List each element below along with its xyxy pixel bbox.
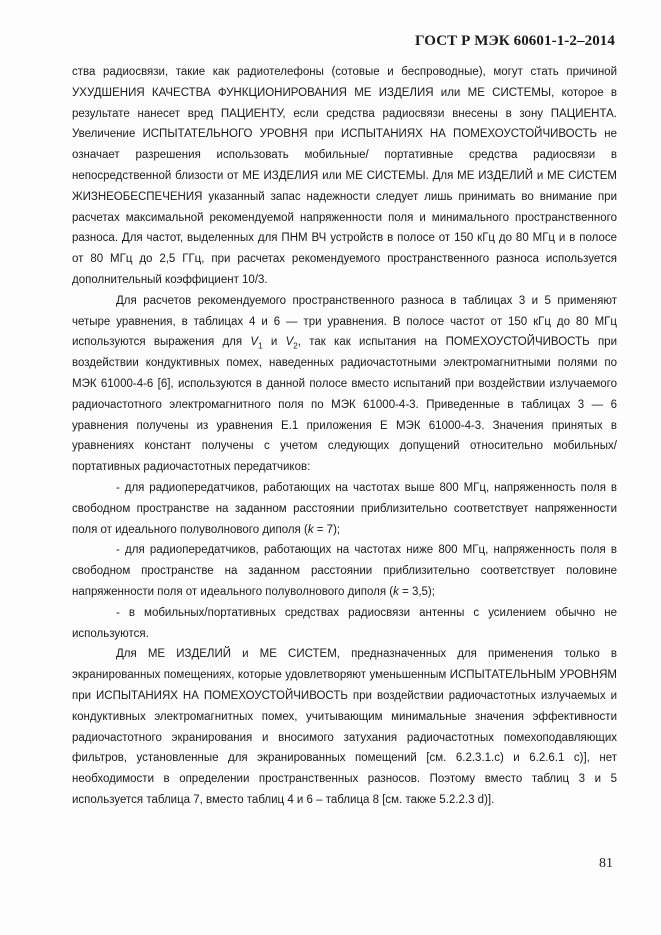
symbol-k: k xyxy=(307,523,314,536)
k-value: = 7); xyxy=(313,523,341,536)
conjunction: и xyxy=(262,336,286,349)
symbol-v1: V xyxy=(250,336,259,349)
bullet-below-800mhz xyxy=(72,540,617,602)
paragraph-shielded-rooms: Для МЕ ИЗДЕЛИЙ и МЕ СИСТЕМ, предназначенных для применения только в экранированных помещениях, которые удовлетворяют уменьшенным ИСПЫТАТЕЛЬНЫМ УРОВНЯМ при ИСПЫТАНИЯХ НА ПОМЕХОУСТОЙЧИВОСТЬ при воздействии радиочастотных излучаемых и кондуктивных электромагнитных помех, учитывающим минимальные значения эффективности радиочастотного экранирования и вносимого затухания радиочастотных помехоподавляющих фильтров, установленные для экранированных помещений [см. 6.2.3.1.с) и 6.2.6.1 с)], нет необходимости в определении пространственных разносов. Поэтому вместо таблиц 3 и 5 используется таблица 7, вместо таблиц 4 и 6 – таблица 8 [см. также 5.2.2.3 d)]. xyxy=(72,648,617,806)
bullet-antenna-gain: - в мобильных/портативных средствах радиосвязи антенны с усилением обычно не используются. xyxy=(72,606,617,640)
bullet-text: - для радиопередатчиков, работающих на частотах выше 800 МГц, напряженность поля в свободном пространстве на заданном расстоянии приблизительно соответствует напряженности поля от идеального полуволнового диполя ( xyxy=(72,481,617,536)
paragraph-text: Для расчетов рекомендуемого пространственного разноса в таблицах 3 и 5 применяют четыре уравнения, в таблицах 4 и 6 — три уравнения. В полосе частот от 150 кГц до 80 МГц используются выражения для xyxy=(72,294,617,349)
page-number: 81 xyxy=(599,856,613,871)
standard-designation: ГОСТ Р МЭК 60601-1-2–2014 xyxy=(415,33,615,49)
symbol-v2: V xyxy=(285,336,294,349)
bullet-above-800mhz xyxy=(72,478,617,540)
bullet-text: - для радиопередатчиков, работающих на частотах ниже 800 МГц, напряженность поля в свободном пространстве на заданном расстоянии приблизительно соответствует половине напряженности поля от идеального полуволнового диполя ( xyxy=(72,544,617,598)
subscript-2: 2 xyxy=(293,341,298,351)
body-text xyxy=(72,62,617,811)
k-value: = 3,5); xyxy=(398,585,435,598)
symbol-k: k xyxy=(393,585,399,598)
paragraph-text: , так как испытания на ПОМЕХОУСТОЙЧИВОСТЬ при воздействии кондуктивных помех, наведенных радиочастотными электромагнитными полями по МЭК 61000-4-6 [6], используются в данной полосе вместо испытаний при воздействии излучаемого радиочастотного электромагнитного поля по МЭК 61000-4-3. Приведенные в таблицах 3 — 6 уравнения получены из уравнения Е.1 приложения Е МЭК 61000-4-3. Значения принятых в уравнениях констант получены с учетом следующих допущений относительно мобильных/портативных радиочастотных передатчиков: xyxy=(72,336,617,474)
paragraph-separation-equations xyxy=(72,291,617,478)
paragraph-radio-devices: ства радиосвязи, такие как радиотелефоны (сотовые и беспроводные), могут стать причиной УХУДШЕНИЯ КАЧЕСТВА ФУНКЦИОНИРОВАНИЯ МЕ ИЗДЕЛИЯ или МЕ СИСТЕМЫ, которое в результате нанесет вред ПАЦИЕНТУ, если средства радиосвязи внесены в зону ПАЦИЕНТА. Увеличение ИСПЫТАТЕЛЬНОГО УРОВНЯ при ИСПЫТАНИЯХ НА ПОМЕХОУСТОЙЧИВОСТЬ не означает разрешения использовать мобильные/ портативные средства радиосвязи в непосредственной близости от МЕ ИЗДЕЛИЯ или МЕ СИСТЕМЫ. Для МЕ ИЗДЕЛИЙ и МЕ СИСТЕМ ЖИЗНЕОБЕСПЕЧЕНИЯ указанный запас надежности следует лишь принимать во внимание при расчетах максимальной рекомендуемой напряженности поля и минимального пространственного разноса. Для частот, выделенных для ПНМ ВЧ устройств в полосе от 150 кГц до 80 МГц и в полосе от 80 МГц до 2,5 ГГц, при расчетах рекомендуемого пространственного разноса используется дополнительный коэффициент 10/3. xyxy=(72,66,617,286)
subscript-1: 1 xyxy=(258,341,263,351)
